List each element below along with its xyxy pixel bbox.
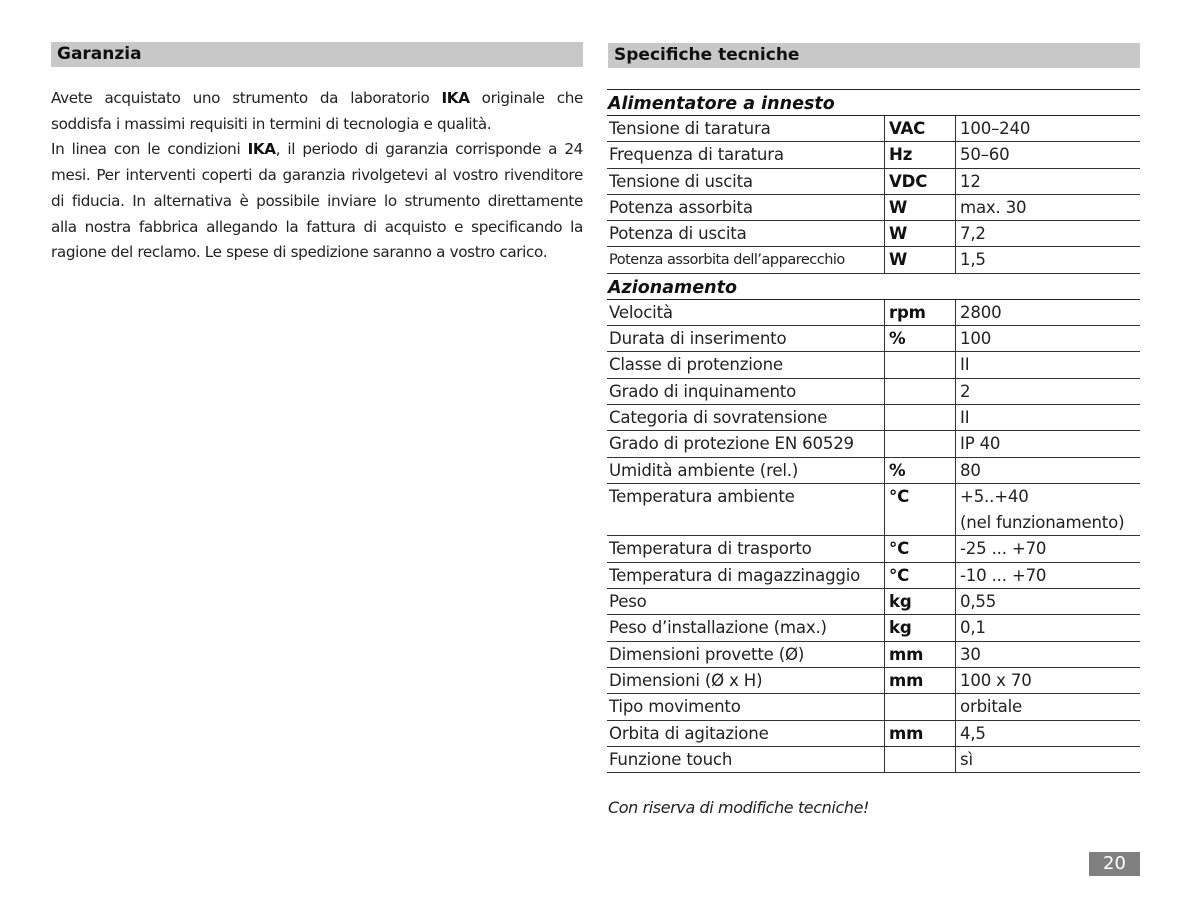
warranty-heading: Garanzia — [57, 44, 142, 64]
spec-label: Potenza assorbita — [607, 195, 885, 220]
spec-value-text: orbitale — [960, 697, 1023, 717]
specs-heading-bar — [608, 43, 1140, 68]
spec-unit — [885, 431, 956, 456]
spec-label: Potenza assorbita dell’apparecchio — [607, 247, 885, 272]
spec-row — [607, 195, 1140, 221]
spec-unit — [885, 694, 956, 719]
spec-row — [607, 247, 1140, 273]
spec-value-text: 0,1 — [960, 618, 986, 638]
spec-value-text: 2 — [960, 381, 971, 401]
spec-value-text: IP 40 — [960, 434, 1001, 454]
spec-value — [956, 668, 1140, 693]
spec-value-text: -25 ... +70 — [960, 539, 1047, 559]
spec-label: Grado di protezione EN 60529 — [607, 431, 885, 456]
spec-value-text: -10 ... +70 — [960, 565, 1047, 585]
spec-value — [956, 563, 1140, 588]
spec-value — [956, 352, 1140, 377]
spec-value — [956, 458, 1140, 483]
spec-unit: % — [885, 326, 956, 351]
specs-table — [607, 89, 1140, 773]
spec-unit: °C — [885, 484, 956, 536]
spec-label: Temperatura di magazzinaggio — [607, 563, 885, 588]
spec-unit: Hz — [885, 142, 956, 167]
spec-row — [607, 326, 1140, 352]
spec-value — [956, 405, 1140, 430]
spec-unit: W — [885, 247, 956, 272]
spec-label: Dimensioni provette (Ø) — [607, 642, 885, 667]
warranty-heading-bar — [51, 42, 583, 67]
spec-label: Tensione di taratura — [607, 116, 885, 141]
spec-unit: kg — [885, 589, 956, 614]
spec-row — [607, 116, 1140, 142]
spec-label: Temperatura di trasporto — [607, 536, 885, 561]
spec-value-text: sì — [960, 749, 973, 769]
spec-label: Temperatura ambiente — [607, 484, 885, 536]
spec-section-title: Alimentatore a innesto — [607, 90, 1140, 116]
spec-unit: % — [885, 458, 956, 483]
spec-label: Potenza di uscita — [607, 221, 885, 246]
spec-value — [956, 615, 1140, 640]
spec-row — [607, 694, 1140, 720]
spec-value-note: (nel funzionamento) — [960, 512, 1125, 532]
spec-value-text: 1,5 — [960, 250, 986, 270]
text-run: , il periodo di garanzia corrisponde a 24 mesi. Per interventi coperti da garanzia rivolgetevi al vostro rivenditore di fiducia. In alternativa è possibile inviare lo strumento direttamente alla nostra fabbrica allegando la fattura di acquisto e specificando la ragione del reclamo. Le spese di spedizione saranno a vostro carico. — [51, 140, 583, 262]
spec-value — [956, 589, 1140, 614]
spec-label: Grado di inquinamento — [607, 379, 885, 404]
spec-row — [607, 721, 1140, 747]
spec-value — [956, 195, 1140, 220]
spec-row — [607, 379, 1140, 405]
spec-row — [607, 221, 1140, 247]
spec-value-text: 30 — [960, 644, 981, 664]
spec-value — [956, 379, 1140, 404]
spec-label: Peso — [607, 589, 885, 614]
spec-value-text: 50–60 — [960, 145, 1010, 165]
brand-name: IKA — [441, 89, 470, 107]
spec-value — [956, 536, 1140, 561]
spec-value-text: 100 x 70 — [960, 670, 1032, 690]
text-run: In linea con le condizioni — [51, 140, 248, 159]
spec-value — [956, 247, 1140, 272]
spec-value — [956, 642, 1140, 667]
spec-value — [956, 142, 1140, 167]
spec-label: Funzione touch — [607, 747, 885, 772]
spec-unit: W — [885, 195, 956, 220]
spec-value-text: 80 — [960, 460, 981, 480]
text-run: Avete acquistato uno strumento da laboratorio — [51, 89, 442, 107]
spec-row — [607, 300, 1140, 326]
spec-value-text: 12 — [960, 171, 981, 191]
warranty-paragraph-2 — [51, 137, 583, 266]
footnote: Con riserva di modifiche tecniche! — [608, 798, 870, 817]
spec-label: Classe di protenzione — [607, 352, 885, 377]
spec-unit — [885, 747, 956, 772]
brand-name: IKA — [247, 140, 276, 159]
spec-unit: VDC — [885, 169, 956, 194]
spec-unit: rpm — [885, 300, 956, 325]
spec-value — [956, 116, 1140, 141]
spec-value — [956, 169, 1140, 194]
warranty-paragraph-1 — [51, 86, 583, 137]
spec-row — [607, 458, 1140, 484]
spec-value-text: 100–240 — [960, 119, 1031, 138]
spec-section-title: Azionamento — [607, 274, 1140, 300]
spec-unit: mm — [885, 642, 956, 667]
text-run: originale che soddisfa i massimi requisiti in termini di tecnologia e qualità. — [51, 89, 583, 133]
spec-row — [607, 431, 1140, 457]
spec-label: Umidità ambiente (rel.) — [607, 458, 885, 483]
specs-heading: Specifiche tecniche — [614, 45, 800, 65]
spec-row — [607, 405, 1140, 431]
spec-unit — [885, 405, 956, 430]
spec-value — [956, 300, 1140, 325]
spec-label: Orbita di agitazione — [607, 721, 885, 746]
warranty-body — [51, 86, 583, 266]
spec-value — [956, 694, 1140, 719]
spec-value-text: 7,2 — [960, 224, 986, 244]
spec-value — [956, 721, 1140, 746]
spec-row — [607, 668, 1140, 694]
spec-row — [607, 536, 1140, 562]
spec-label: Categoria di sovratensione — [607, 405, 885, 430]
spec-unit — [885, 352, 956, 377]
spec-row — [607, 747, 1140, 773]
spec-value — [956, 431, 1140, 456]
spec-row — [607, 563, 1140, 589]
spec-row — [607, 589, 1140, 615]
spec-label: Durata di inserimento — [607, 326, 885, 351]
spec-value-text: II — [960, 355, 970, 375]
spec-unit: W — [885, 221, 956, 246]
spec-value-text: 0,55 — [960, 592, 997, 612]
spec-value — [956, 747, 1140, 772]
spec-unit: °C — [885, 563, 956, 588]
spec-value — [956, 326, 1140, 351]
spec-row — [607, 484, 1140, 537]
spec-value — [956, 221, 1140, 246]
spec-label: Tipo movimento — [607, 694, 885, 719]
spec-row — [607, 642, 1140, 668]
spec-unit: mm — [885, 668, 956, 693]
spec-value-text: 4,5 — [960, 723, 986, 743]
spec-label: Velocità — [607, 300, 885, 325]
spec-unit — [885, 379, 956, 404]
spec-value-text: 100 — [960, 329, 992, 349]
spec-label: Peso d’installazione (max.) — [607, 615, 885, 640]
spec-value-text: max. 30 — [960, 197, 1027, 217]
spec-unit: mm — [885, 721, 956, 746]
spec-unit: VAC — [885, 116, 956, 141]
spec-row — [607, 615, 1140, 641]
spec-row — [607, 352, 1140, 378]
spec-value-text: +5..+40 — [960, 486, 1029, 506]
spec-value-text: II — [960, 407, 970, 427]
spec-unit: °C — [885, 536, 956, 561]
spec-row — [607, 169, 1140, 195]
page-number: 20 — [1089, 852, 1140, 876]
spec-row — [607, 142, 1140, 168]
spec-value — [956, 484, 1140, 536]
spec-label: Dimensioni (Ø x H) — [607, 668, 885, 693]
spec-unit: kg — [885, 615, 956, 640]
spec-label: Frequenza di taratura — [607, 142, 885, 167]
spec-value-text: 2800 — [960, 302, 1002, 322]
spec-label: Tensione di uscita — [607, 169, 885, 194]
